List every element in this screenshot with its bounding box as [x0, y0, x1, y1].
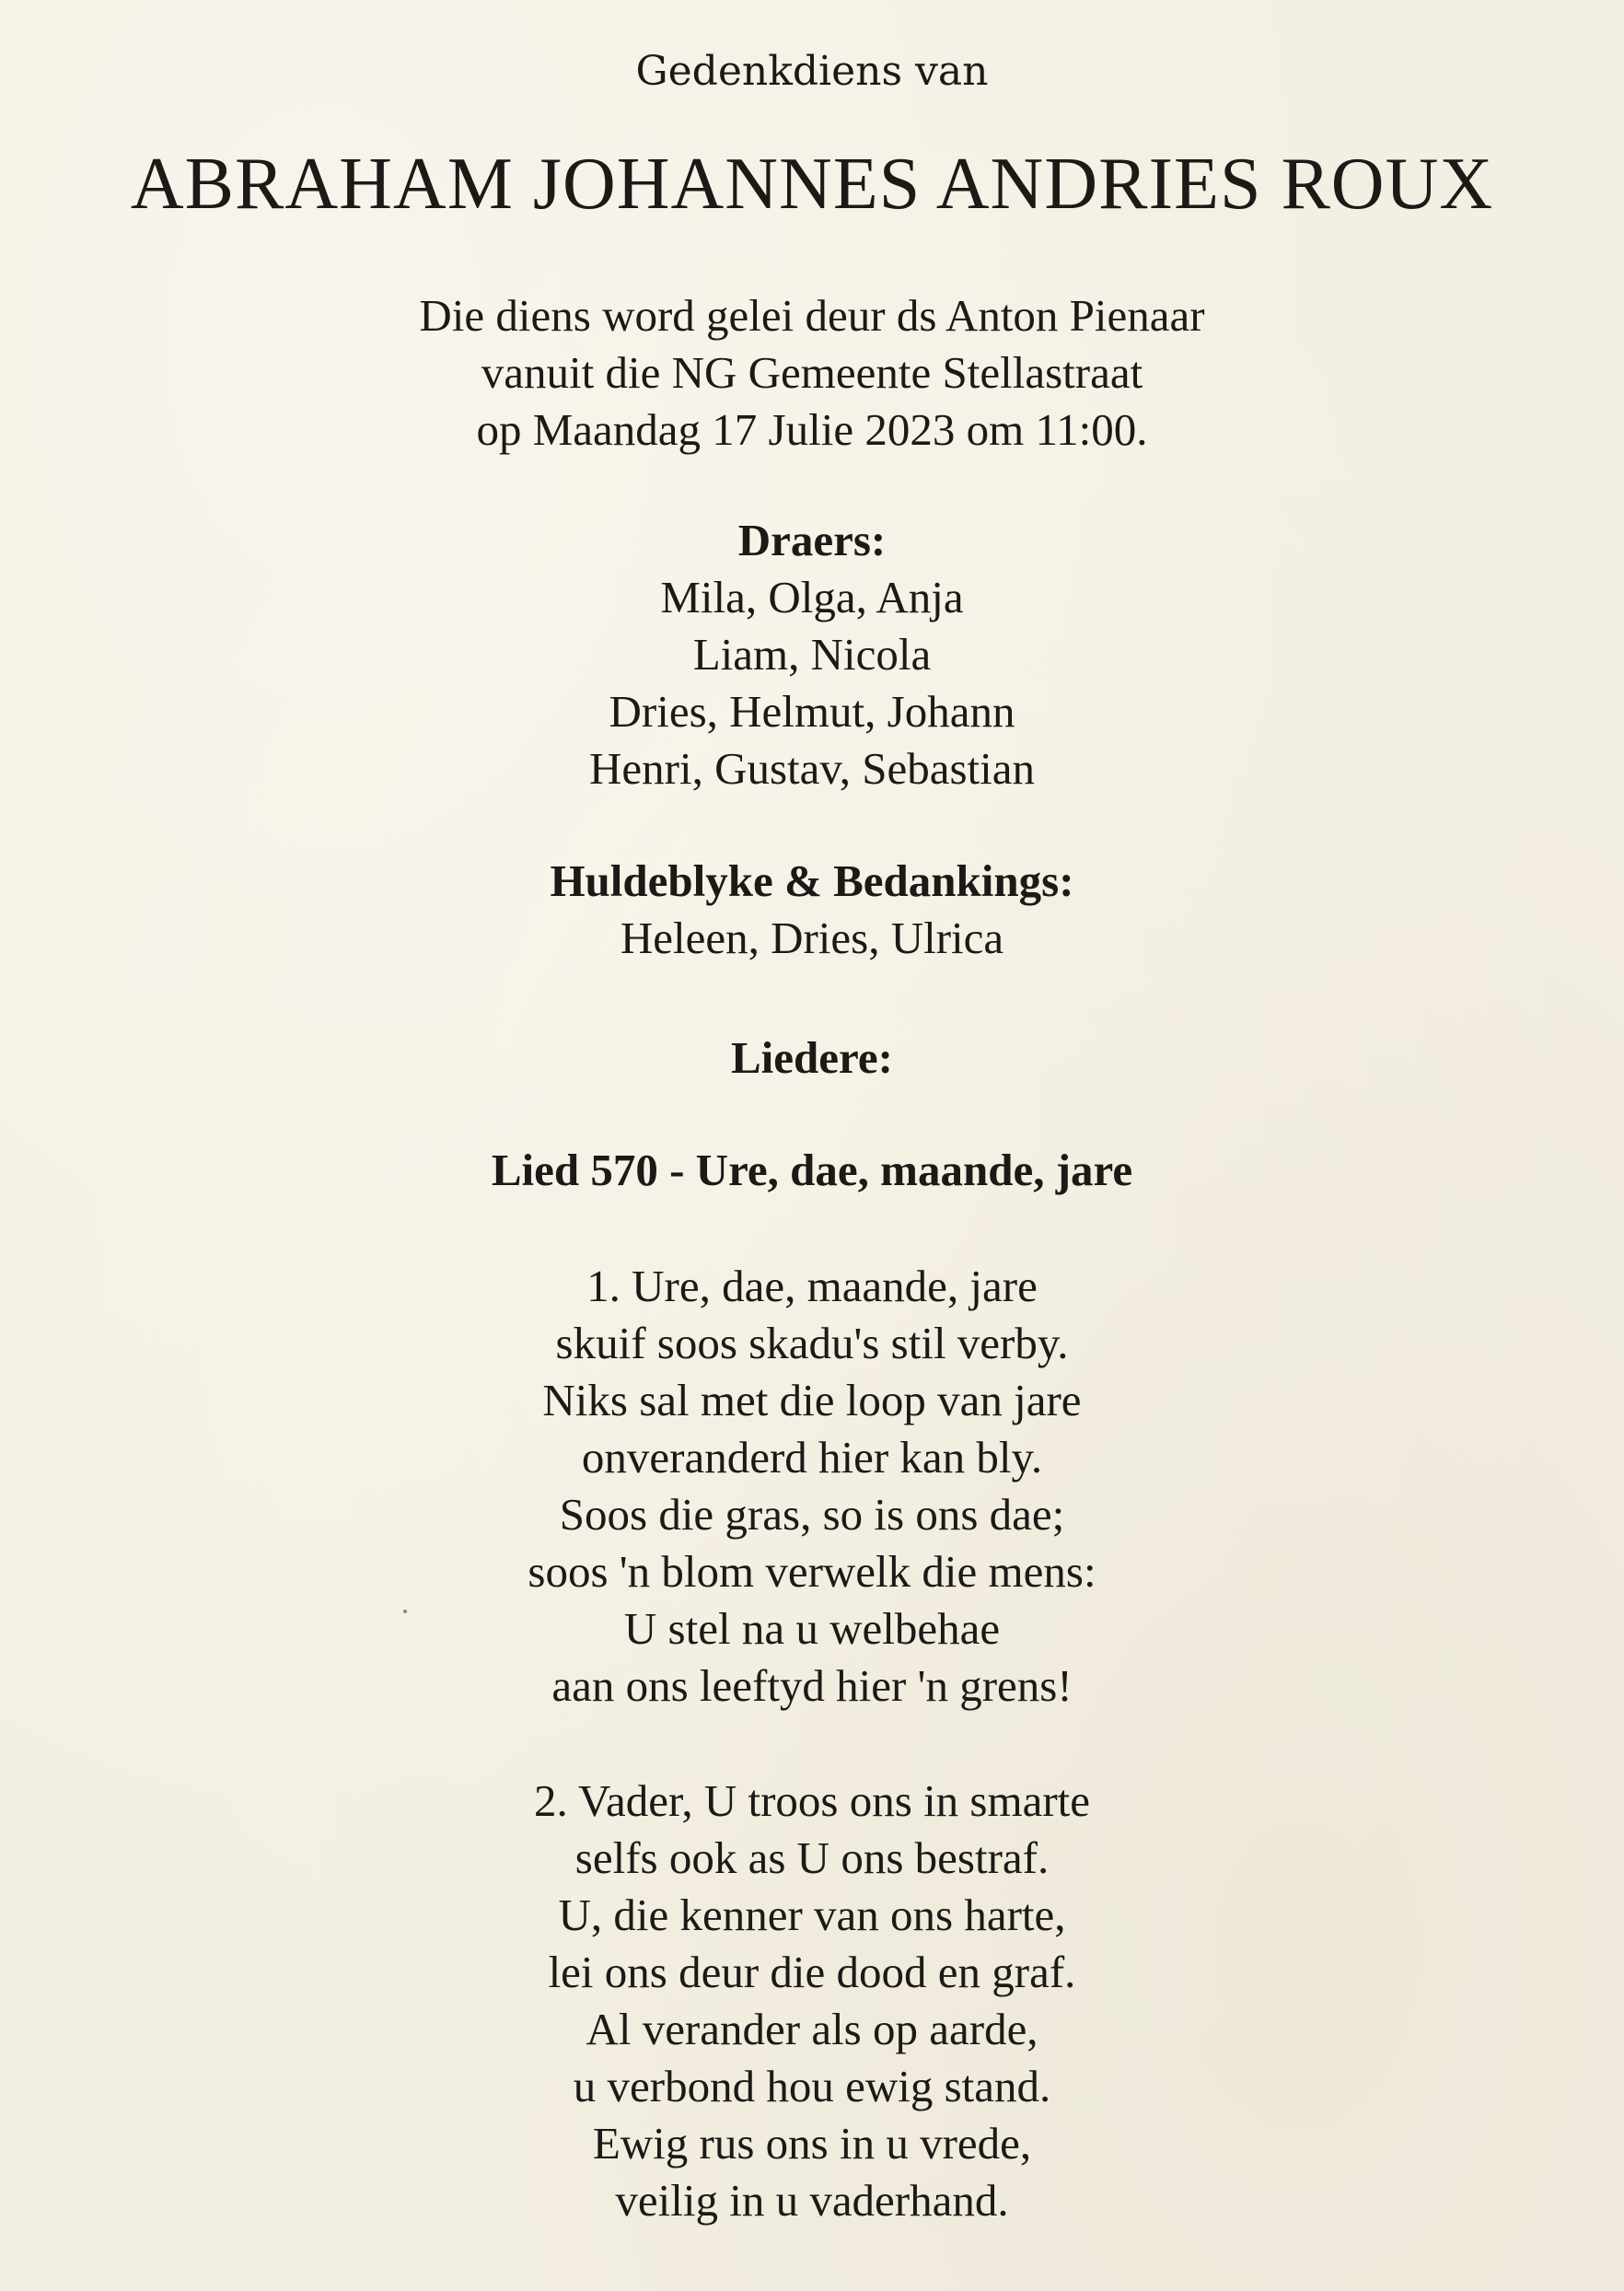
- verse-line: onveranderd hier kan bly.: [581, 1432, 1043, 1483]
- verse-line: Soos die gras, so is ons dae;: [559, 1489, 1065, 1540]
- verse-line: veilig in u vaderhand.: [615, 2175, 1009, 2226]
- verse-line: soos 'n blom verwelk die mens:: [528, 1546, 1096, 1597]
- verse-line: Al verander als op aarde,: [586, 2004, 1038, 2054]
- song-title-block: [0, 1142, 1624, 1199]
- verse-line: 1. Ure, dae, maande, jare: [586, 1261, 1038, 1311]
- pallbearers-line: Mila, Olga, Anja: [660, 572, 964, 622]
- pallbearers-section: [0, 512, 1624, 797]
- verse-2: [0, 1773, 1624, 2229]
- tributes-names: Heleen, Dries, Ulrica: [620, 913, 1004, 963]
- pallbearers-line: Liam, Nicola: [692, 629, 932, 680]
- service-line: vanuit die NG Gemeente Stellastraat: [481, 347, 1143, 398]
- service-details: [0, 287, 1624, 459]
- songs-section-heading: [0, 1029, 1624, 1087]
- verse-line: aan ons leeftyd hier 'n grens!: [551, 1660, 1073, 1711]
- verse-line: 2. Vader, U troos ons in smarte: [533, 1775, 1091, 1826]
- verse-line: U stel na u welbehae: [623, 1603, 1001, 1654]
- verse-line: U, die kenner van ons harte,: [558, 1890, 1066, 1940]
- verse-line: selfs ook as U ons bestraf.: [574, 1832, 1050, 1883]
- service-line: op Maandag 17 Julie 2023 om 11:00.: [476, 404, 1148, 455]
- song-title: Lied 570 - Ure, dae, maande, jare: [491, 1145, 1133, 1195]
- verse-line: Niks sal met die loop van jare: [542, 1375, 1082, 1425]
- service-line: Die diens word gelei deur ds Anton Pienaar: [419, 290, 1205, 341]
- pallbearers-line: Dries, Helmut, Johann: [609, 686, 1015, 737]
- verse-line: Ewig rus ons in u vrede,: [592, 2118, 1032, 2169]
- intro-heading: Gedenkdiens van: [635, 48, 989, 95]
- tributes-heading: Huldeblyke & Bedankings:: [550, 855, 1074, 906]
- tributes-section: [0, 853, 1624, 967]
- verse-1: [0, 1258, 1624, 1715]
- pallbearers-heading: Draers:: [737, 515, 887, 565]
- paper-speck: [403, 1610, 407, 1613]
- songs-heading: Liedere:: [731, 1032, 893, 1083]
- deceased-name: ABRAHAM JOHANNES ANDRIES ROUX: [130, 144, 1494, 225]
- pallbearers-line: Henri, Gustav, Sebastian: [589, 743, 1035, 794]
- verse-line: u verbond hou ewig stand.: [573, 2061, 1051, 2111]
- verse-line: skuif soos skadu's stil verby.: [555, 1318, 1069, 1368]
- verse-line: lei ons deur die dood en graf.: [548, 1947, 1076, 1997]
